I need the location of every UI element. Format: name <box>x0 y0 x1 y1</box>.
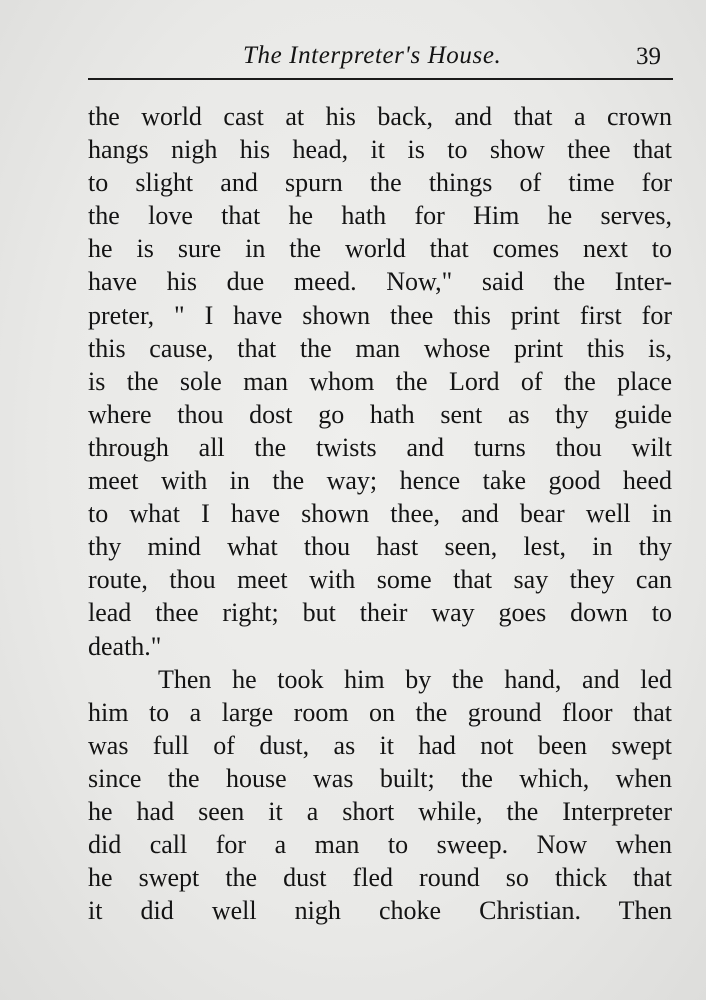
body-text <box>88 100 672 927</box>
text-line: thy mind what thou hast seen, lest, in thy <box>88 532 672 562</box>
text-line: through all the twists and turns thou wilt <box>88 432 672 462</box>
text-line: the love that he hath for Him he serves, <box>88 201 672 231</box>
running-title: The Interpreter's House. <box>243 42 502 69</box>
page-number: 39 <box>636 43 661 70</box>
running-head <box>88 38 673 74</box>
text-line: this cause, that the man whose print this is, <box>88 333 672 363</box>
text-line: preter, " I have shown thee this print first for <box>88 300 672 330</box>
text-line: he is sure in the world that comes next to <box>88 234 672 264</box>
text-line: Then he took him by the hand, and led <box>158 664 672 694</box>
text-line: was full of dust, as it had not been swept <box>88 730 672 760</box>
text-line: route, thou meet with some that say they can <box>88 565 672 595</box>
text-line: hangs nigh his head, it is to show thee that <box>88 135 672 165</box>
text-line: to slight and spurn the things of time for <box>88 168 672 198</box>
text-line: he swept the dust fled round so thick that <box>88 863 672 893</box>
text-line: to what I have shown thee, and bear well in <box>88 499 672 529</box>
text-line: is the sole man whom the Lord of the place <box>88 366 672 396</box>
header-rule <box>88 78 673 80</box>
text-line: meet with in the way; hence take good heed <box>88 466 672 496</box>
text-line: it did well nigh choke Christian. Then <box>88 896 672 926</box>
text-line: the world cast at his back, and that a crown <box>88 102 672 131</box>
text-line: lead thee right; but their way goes down to <box>88 598 672 628</box>
text-line: death." <box>88 631 162 661</box>
text-line: he had seen it a short while, the Interpreter <box>88 796 672 826</box>
text-line: have his due meed. Now," said the Inter- <box>88 267 672 297</box>
text-line: where thou dost go hath sent as thy guide <box>88 399 672 429</box>
text-line: did call for a man to sweep. Now when <box>88 830 672 860</box>
text-line: him to a large room on the ground floor that <box>88 697 672 727</box>
text-line: since the house was built; the which, when <box>88 763 672 793</box>
